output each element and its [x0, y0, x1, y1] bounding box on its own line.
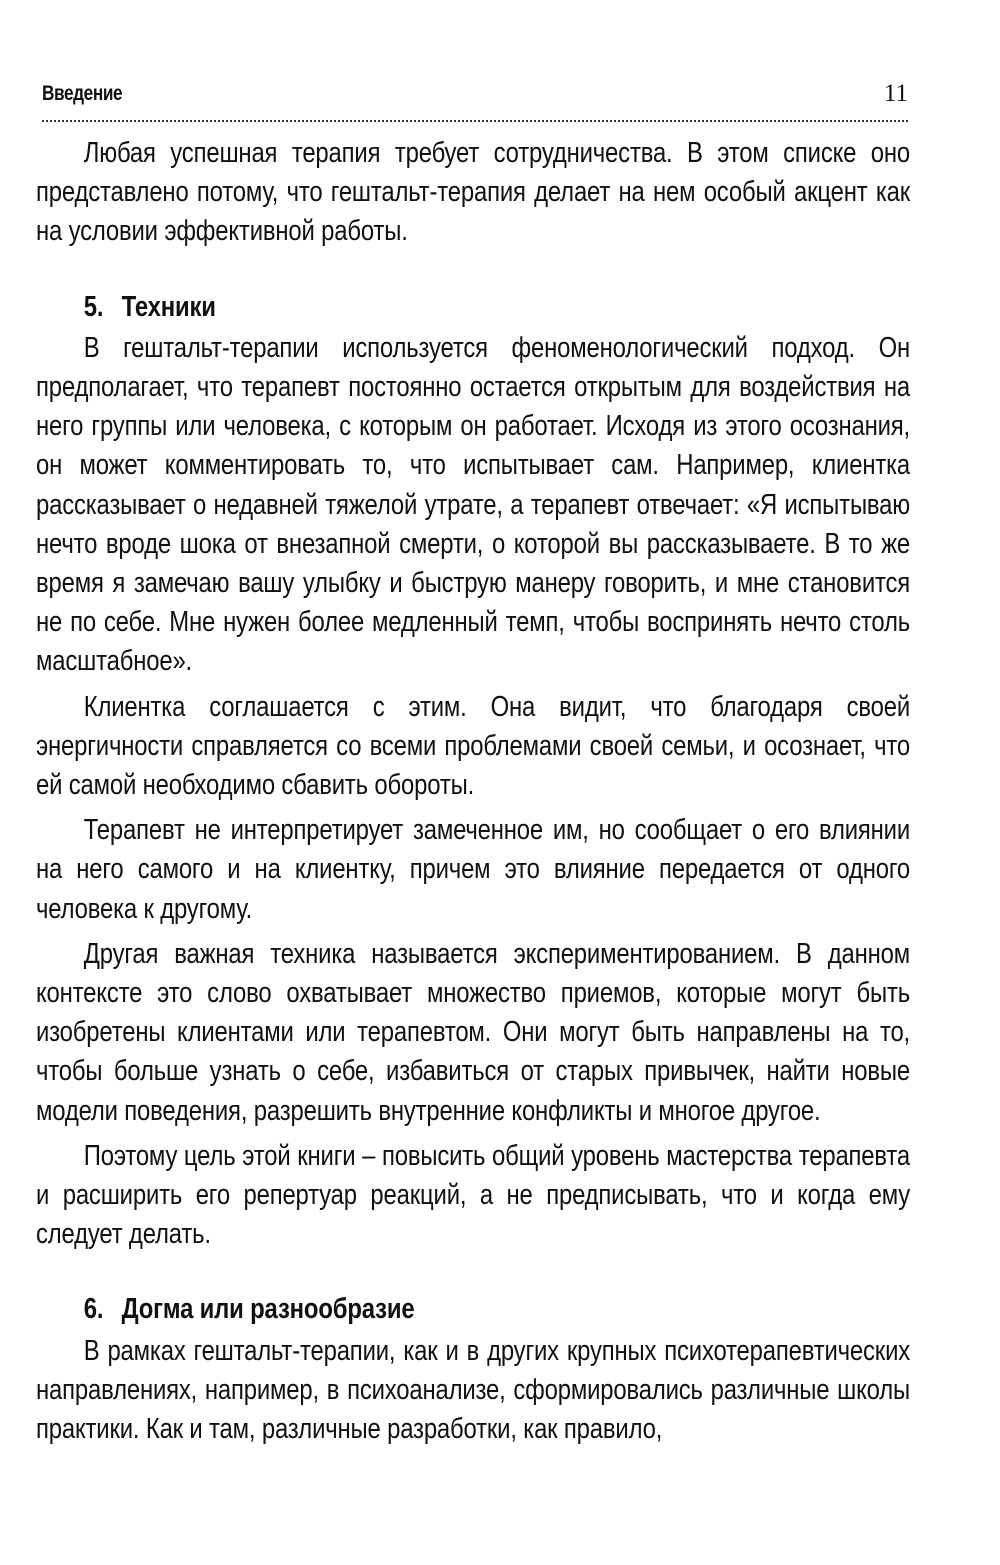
paragraph: В рамках гештальт-терапии, как и в других крупных психотерапевтических направлениях, например, в психоанализе, сформировались различные школы практики. Как и там, различные разработки, как правило, [36, 1334, 911, 1446]
intro-paragraph: Любая успешная терапия требует сотрудничества. В этом списке оно представлено потому, что гештальт-терапия делает на нем особый акцент как на условии эффективной работы. [36, 137, 911, 248]
section-number: 5. [83, 290, 104, 323]
running-head [42, 76, 908, 122]
section-number: 6. [83, 1293, 104, 1326]
page-number: 11 [883, 80, 908, 107]
paragraph: Другая важная техника называется экспериментированием. В данном контексте это слово охватывает множество приемов, которые могут быть изобретены клиентами или терапевтом. Они могут быть направлены на то, чтобы больше узнать о себе, избавиться от старых привычек, найти новые модели поведения, разрешить внутренние конфликты и многое другое. [36, 937, 911, 1127]
paragraph: Терапевт не интерпретирует замеченное им, но сообщает о его влиянии на него самого и на клиентку, причем это влияние передается от одного человека к другому. [36, 814, 911, 925]
section-title: Техники [121, 290, 216, 323]
running-title: Введение [42, 82, 123, 105]
section-heading-5 [36, 288, 910, 327]
section-title: Догма или разнообразие [121, 1293, 415, 1326]
section-heading-6 [36, 1290, 910, 1329]
body-text [36, 134, 910, 1449]
paragraph: Поэтому цель этой книги – повысить общий уровень мастерства терапевта и расширить его репертуар реакций, а не предписывать, что и когда ему следует делать. [36, 1139, 911, 1251]
paragraph: В гештальт-терапии используется феноменологический подход. Он предполагает, что терапевт постоянно остается открытым для воздействия на него группы или человека, с которым он работает. Исходя из этого осознания, он может комментировать то, что испытывает сам. Например, клиентка рассказывает о недавней тяжелой утрате, а терапевт отвечает: «Я испытываю нечто вроде шока от внезапной смерти, о которой вы рассказываете. В то же время я замечаю вашу улыбку и быструю манеру говорить, и мне становится не по себе. Мне нужен более медленный темп, чтобы воспринять нечто столь масштабное». [36, 331, 911, 678]
paragraph: Клиентка соглашается с этим. Она видит, что благодаря своей энергичности справляется со всеми проблемами своей семьи, и осознает, что ей самой необходимо сбавить обороты. [36, 690, 911, 802]
